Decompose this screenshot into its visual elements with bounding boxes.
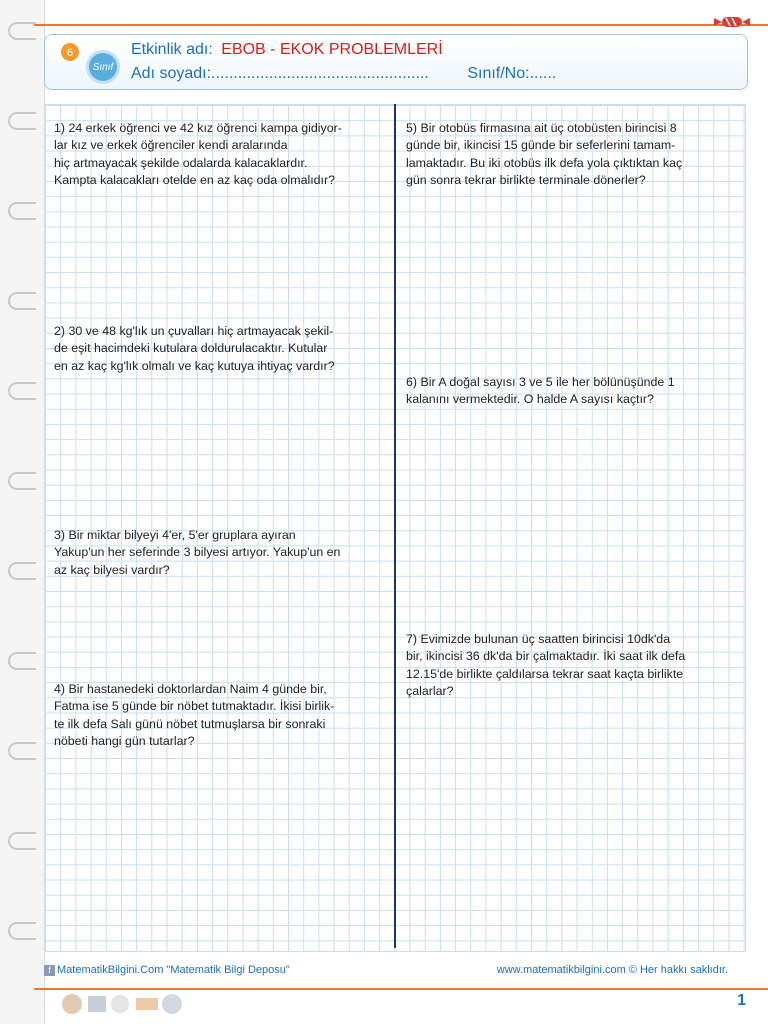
notebook-spiral-edge: [0, 0, 45, 1024]
spiral-ring: [8, 472, 36, 490]
question-2: 2) 30 ve 48 kg'lık un çuvalları hiç artmayacak şekil- de eşit hacimdeki kutulara doldurulacaktır. Kutular en az kaç kg'lık olmalı ve kaç kutuya ihtiyaç vardır?: [54, 324, 335, 373]
column-divider: [394, 104, 396, 948]
school-supplies-icon: [56, 988, 196, 1020]
activity-line: [131, 41, 443, 59]
spiral-ring: [8, 112, 36, 130]
question-7: 7) Evimizde bulunan üç saatten birincisi 10dk'da bir, ikincisi 36 dk'da bir çalmaktadır. İki saat ilk defa 12.15'de birlikte çaldılarsa tekrar saat kaçta birlikte çalarlar?: [406, 632, 686, 699]
spiral-ring: [8, 742, 36, 760]
svg-text:6: 6: [66, 47, 74, 59]
candy-icon: [712, 14, 752, 30]
student-info-line: [131, 65, 556, 83]
footer-left: [44, 964, 290, 976]
question-1: 1) 24 erkek öğrenci ve 42 kız öğrenci kampa gidiyor- lar kız ve erkek öğrenciler kendi aralarında hiç artmayacak şekilde odalarda kalacaklardır. Kampta kalacakları otelde en az kaç oda olmalıdır?: [54, 121, 342, 188]
page-number: 1: [737, 992, 746, 1009]
question-5: 5) Bir otobüs firmasına ait üç otobüsten birincisi 8 günde bir, ikincisi 15 günde bir seferlerini tamam- lamaktadır. Bu iki otobüs ilk defa yola çıktıktan kaç gün sonra tekrar birlikte terminale dönerler?: [406, 121, 683, 188]
question-3: 3) Bir miktar bilyeyi 4'er, 5'er gruplara ayıran Yakup'un her seferinde 3 bilyesi artıyor. Yakup'un en az kaç bilyesi vardır?: [54, 528, 341, 577]
name-field[interactable]: Adı soyadı:.................................................: [131, 65, 429, 82]
spiral-ring: [8, 832, 36, 850]
spiral-ring: [8, 202, 36, 220]
spiral-ring: [8, 922, 36, 940]
question-6: 6) Bir A doğal sayısı 3 ve 5 ile her bölünüşünde 1 kalanını vermektedir. O halde A sayısı kaçtır?: [406, 375, 675, 407]
spiral-ring: [8, 652, 36, 670]
question-4: 4) Bir hastanedeki doktorlardan Naim 4 günde bir, Fatma ise 5 günde bir nöbet tutmaktadır. İkisi birlik- te ilk defa Salı günü nöbet tutmuşlarsa bir sonraki nöbeti hangi gün tutarlar?: [54, 682, 335, 749]
footer-site-slogan: MatematikBilgini.Com "Matematik Bilgi Deposu": [57, 964, 290, 976]
facebook-icon: f: [44, 965, 55, 976]
spiral-ring: [8, 382, 36, 400]
spiral-ring: [8, 22, 36, 40]
activity-label: Etkinlik adı:: [131, 41, 213, 58]
activity-title: EBOB - EKOK PROBLEMLERİ: [221, 41, 443, 58]
footer-copyright: www.matematikbilgini.com © Her hakkı saklıdır.: [496, 964, 728, 976]
worksheet-header: [44, 34, 748, 90]
top-orange-rule: [34, 24, 768, 26]
class-number-field[interactable]: Sınıf/No:......: [467, 65, 557, 82]
spiral-ring: [8, 562, 36, 580]
spiral-ring: [8, 292, 36, 310]
grade-badge-icon: [57, 41, 83, 63]
grade-label-badge: Sınıf: [89, 53, 117, 81]
